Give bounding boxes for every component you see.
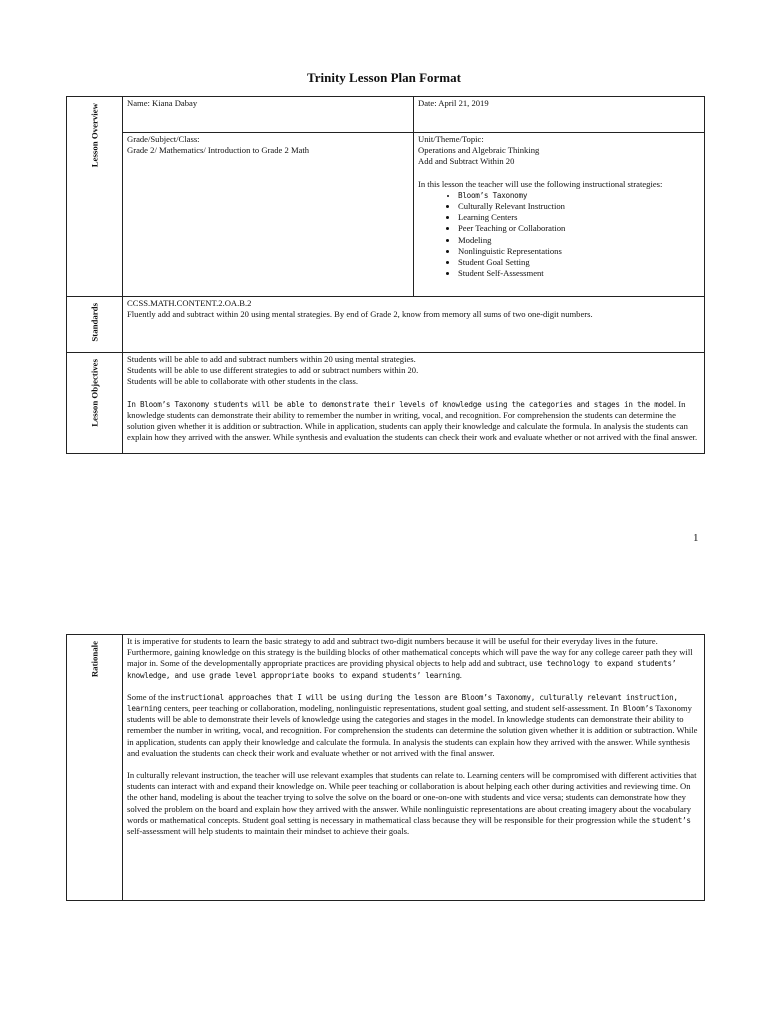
strategy-item: • Nonlinguistic Representations	[458, 246, 700, 257]
strategy-item: • Peer Teaching or Collaboration	[458, 223, 700, 234]
rationale-text: It is imperative for students to learn the basic strategy to add and subtract two-digit numbers because it will be useful for their everyday lives in the future. Furthermore, gaining knowledge on this strategy is the building blocks of other mathematical concepts which will pave the way for any college career path they will major in. Some of the developmentally appropriate practices are providing physical objects to help add and subtract,	[127, 636, 693, 669]
unit-label: Unit/Theme/Topic:	[418, 134, 484, 144]
standards-label: Standards	[88, 303, 99, 342]
objective-line: Students will be able to collaborate with other students in the class.	[127, 376, 359, 387]
strategies-list	[418, 190, 700, 280]
rationale-text: .	[459, 669, 462, 680]
rationale-side-cell	[67, 635, 123, 901]
teacher-name: Name: Kiana Dabay	[127, 98, 198, 108]
overview-row-2	[67, 133, 705, 297]
blooms-highlight-text: In Bloom’s Taxonomy students will be able to demonstrate their levels of knowledge using the categories and stages in the mode	[127, 399, 672, 409]
objectives-side-cell	[67, 353, 123, 454]
rationale-cell	[123, 635, 705, 901]
standards-cell	[123, 297, 705, 353]
objective-line: Students will be able to add and subtract numbers within 20 using mental strategies.	[127, 354, 416, 364]
rationale-text: self-assessment will help students to maintain their mindset to achieve their goals.	[127, 826, 410, 837]
document-title: Trinity Lesson Plan Format	[307, 70, 461, 85]
rationale-row	[67, 635, 705, 901]
overview-row-1	[67, 97, 705, 133]
rationale-text: In culturally relevant instruction, the teacher will use relevant examples that students can relate to. Learning centers will be compromised with different activities that students can interact with and expand their knowledge on. While peer teaching or collaboration is about helping each other during activities and reviewing time. On the other hand, modeling is about the teacher trying to solve the solve on the board or one-on-one with students and vice versa; students can demonstrate how they solved the problem on the board and explain how they arrived with the answer. While nonlinguistic representations are about creating imagery about the vocabulary words or mathematical concepts. Student goal setting is necessary in mathematical class because they will be responsible for their progression while the	[127, 770, 697, 825]
grade-label: Grade/Subject/Class:	[127, 134, 200, 144]
page-number: 1	[693, 532, 699, 544]
rationale-text: centers, peer teaching or collaboration, modeling, nonlinguistic representations, student goal setting, and student self-assessment.	[161, 703, 611, 714]
objectives-cell	[123, 353, 705, 454]
unit-cell	[414, 133, 705, 297]
strategy-item: • Student Self-Assessment	[458, 268, 700, 279]
rationale-text: Taxonomy students will be able to demonstrate their levels of knowledge using the categories and stages in the model. In knowledge students can demonstrate their ability to remember the number in writing, vocal, and recognition. For comprehension the students can determine the solution given whether it is addition or subtraction. While in application, students can apply their knowledge and calculate the formula. In analysis the students can explain how they arrived with the answer. While synthesis and evaluation the students can check their work and evaluate whether or not arrived with the final answer.	[127, 703, 698, 758]
strategy-item: • Learning Centers	[458, 212, 700, 223]
standards-text: Fluently add and subtract within 20 using mental strategies. By end of Grade 2, know from memory all sums of two one-digit numbers.	[127, 309, 593, 320]
standards-side-cell	[67, 297, 123, 353]
date-cell	[414, 97, 705, 133]
lesson-overview-side-cell	[67, 97, 123, 297]
unit-line-2: Add and Subtract Within 20	[418, 156, 515, 167]
rationale-paragraph-3	[127, 770, 700, 837]
rationale-mono-text: use technology to expand students’ knowledge, and use grade level appropriate books to expand students’ learning	[127, 659, 677, 680]
rationale-paragraph-1	[127, 636, 700, 681]
rationale-mono-text: student’s	[651, 815, 691, 825]
lesson-objectives-label: Lesson Objectives	[88, 359, 99, 427]
grade-cell	[123, 133, 414, 297]
strategy-item: • Modeling	[458, 235, 700, 246]
grade-value: Grade 2/ Mathematics/ Introduction to Grade 2 Math	[127, 145, 310, 156]
unit-line-1: Operations and Algebraic Thinking	[418, 145, 540, 156]
rationale-label: Rationale	[88, 641, 99, 678]
lesson-overview-label: Lesson Overview	[88, 103, 99, 168]
objectives-row	[67, 353, 705, 454]
lesson-date: Date: April 21, 2019	[418, 98, 489, 108]
standards-row	[67, 297, 705, 353]
objectives-paragraph-body: l. In knowledge students can demonstrate their ability to remember the number in writing, vocal, and recognition. For comprehension the students can determine the solution given whether it is addition or subtraction. While in application, students can apply their knowledge and calculate the formula. In analysis the students can explain how they arrived with the answer. While synthesis and evaluation the students can check their work and evaluate whether or not arrived with the final answer.	[127, 398, 698, 443]
lesson-plan-table	[66, 96, 705, 454]
strategies-intro: In this lesson the teacher will use the following instructional strategies:	[418, 178, 663, 189]
rationale-mono-text: tructional approaches that I will be using during the lesson are Bloom’s Taxonomy, culturally relevant instruction, learning	[127, 692, 678, 714]
objective-line: Students will be able to use different strategies to add or subtract numbers within 20.	[127, 365, 419, 376]
rationale-text: Some of the ins	[127, 691, 181, 702]
rationale-table	[66, 634, 705, 901]
strategy-item: • Bloom’s Taxonomy	[458, 190, 700, 201]
rationale-mono-text: In Bloom’s	[610, 704, 654, 714]
name-cell	[123, 97, 414, 133]
rationale-paragraph-2	[127, 692, 700, 759]
strategy-item: • Student Goal Setting	[458, 257, 700, 268]
standards-code: CCSS.MATH.CONTENT.2.OA.B.2	[127, 298, 252, 308]
strategy-item: • Culturally Relevant Instruction	[458, 201, 700, 212]
objectives-paragraph	[127, 399, 700, 444]
